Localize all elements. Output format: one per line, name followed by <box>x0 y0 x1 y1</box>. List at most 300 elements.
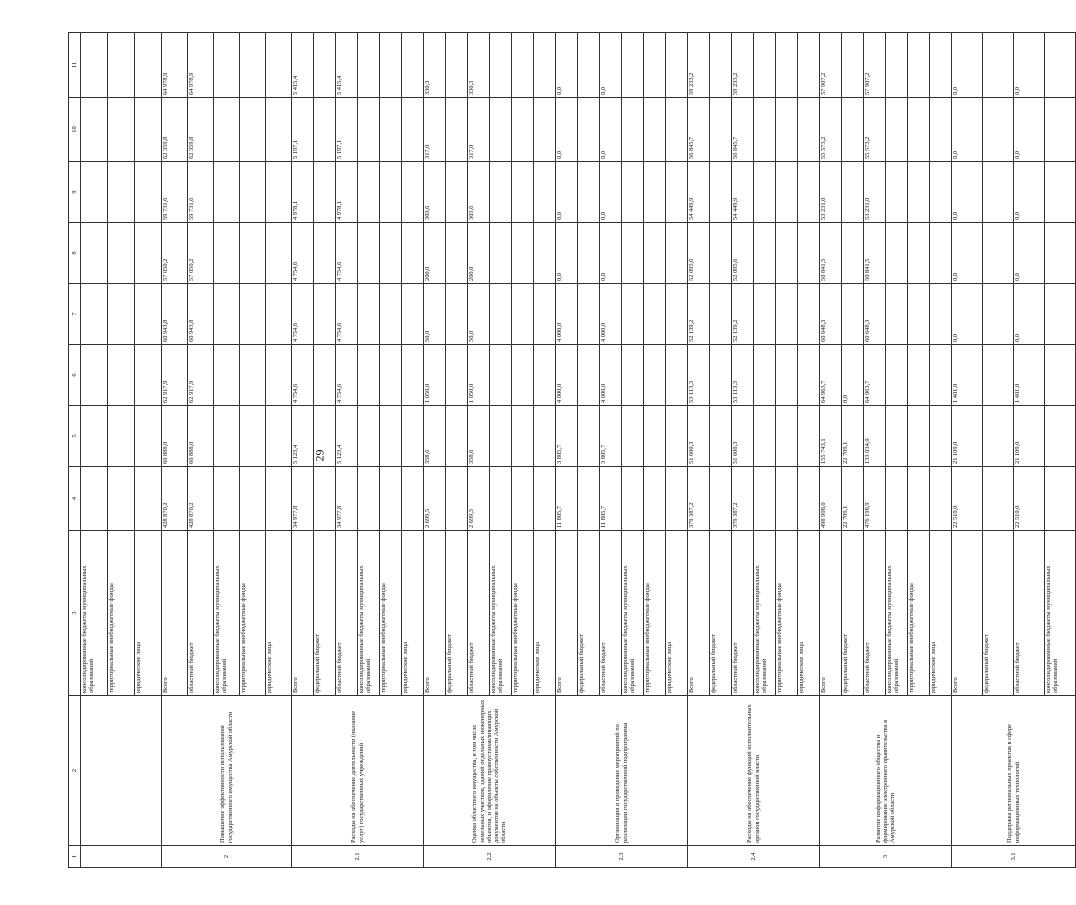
value-cell <box>710 33 732 98</box>
value-cell: 59 731,6 <box>188 162 214 223</box>
col-header: 1 <box>69 846 81 868</box>
value-cell <box>240 406 266 467</box>
rotated-table-stage <box>68 33 1060 868</box>
value-cell <box>490 162 512 223</box>
value-cell: 4 754,6 <box>292 223 314 284</box>
value-cell <box>240 345 266 406</box>
value-cell: 0,0 <box>952 162 983 223</box>
value-cell: 52 095,6 <box>732 223 754 284</box>
value-cell <box>908 467 930 531</box>
value-cell <box>908 223 930 284</box>
value-cell <box>798 345 820 406</box>
funding-source: консолидированные бюджеты муниципальных образований <box>358 531 380 696</box>
table-row <box>820 33 842 868</box>
table-row <box>424 33 446 868</box>
value-cell: 0,0 <box>952 98 983 162</box>
value-cell <box>886 406 908 467</box>
value-cell: 11 805,7 <box>600 467 622 531</box>
value-cell <box>710 345 732 406</box>
value-cell <box>908 406 930 467</box>
value-cell: 4 000,0 <box>600 284 622 345</box>
value-cell <box>380 98 402 162</box>
funding-source: Всего <box>162 531 188 696</box>
funding-source: консолидированные бюджеты муниципальных образований <box>886 531 908 696</box>
value-cell <box>358 467 380 531</box>
value-cell <box>666 223 688 284</box>
value-cell <box>358 33 380 98</box>
item-number: 2 <box>162 846 292 868</box>
table-row <box>292 33 314 868</box>
value-cell <box>266 162 292 223</box>
value-cell: 53 231,0 <box>820 162 842 223</box>
funding-source: Всего <box>820 531 842 696</box>
funding-source: территориальные внебюджетные фонды <box>108 531 135 696</box>
value-cell <box>108 223 135 284</box>
value-cell <box>266 345 292 406</box>
value-cell <box>666 33 688 98</box>
value-cell <box>776 467 798 531</box>
value-cell <box>314 98 336 162</box>
value-cell <box>842 98 864 162</box>
value-cell: 57 907,2 <box>820 33 842 98</box>
value-cell <box>314 406 336 467</box>
value-cell <box>380 223 402 284</box>
value-cell <box>446 162 468 223</box>
value-cell: 0,0 <box>1014 284 1045 345</box>
funding-source: федеральный бюджет <box>578 531 600 696</box>
col-header: 10 <box>69 98 81 162</box>
funding-source: консолидированные бюджеты муниципальных образований <box>1045 531 1076 696</box>
value-cell <box>798 33 820 98</box>
value-cell <box>710 467 732 531</box>
value-cell <box>214 406 240 467</box>
item-name: Повышение эффективности использования государственного имущества Амурской области <box>162 696 292 846</box>
value-cell <box>666 162 688 223</box>
value-cell <box>402 223 424 284</box>
value-cell <box>314 162 336 223</box>
value-cell: 60 648,3 <box>864 284 886 345</box>
value-cell <box>578 162 600 223</box>
funding-source: юридические лица <box>930 531 952 696</box>
value-cell <box>402 467 424 531</box>
value-cell: 0,0 <box>556 162 578 223</box>
value-cell <box>798 223 820 284</box>
value-cell <box>886 345 908 406</box>
value-cell <box>214 284 240 345</box>
value-cell: 56 845,7 <box>732 98 754 162</box>
value-cell: 62 917,9 <box>188 345 214 406</box>
value-cell: 3 805,7 <box>556 406 578 467</box>
value-cell: 1 050,0 <box>468 345 490 406</box>
value-cell <box>798 467 820 531</box>
value-cell: 53 231,0 <box>864 162 886 223</box>
value-cell <box>754 467 776 531</box>
value-cell: 4 000,0 <box>600 345 622 406</box>
value-cell <box>358 345 380 406</box>
value-cell <box>314 467 336 531</box>
value-cell: 5 197,1 <box>292 98 314 162</box>
value-cell <box>798 162 820 223</box>
value-cell: 5 197,1 <box>336 98 358 162</box>
value-cell <box>358 162 380 223</box>
value-cell <box>512 284 534 345</box>
value-cell <box>534 284 556 345</box>
value-cell <box>402 33 424 98</box>
value-cell <box>666 345 688 406</box>
value-cell: 0,0 <box>600 98 622 162</box>
funding-source: консолидированные бюджеты муниципальных образований <box>754 531 776 696</box>
value-cell <box>930 345 952 406</box>
value-cell <box>214 162 240 223</box>
value-cell: 4 754,6 <box>292 345 314 406</box>
value-cell <box>314 223 336 284</box>
value-cell: 379 387,2 <box>732 467 754 531</box>
funding-source: консолидированные бюджеты муниципальных образований <box>81 531 108 696</box>
value-cell: 1 401,0 <box>952 345 983 406</box>
value-cell <box>266 406 292 467</box>
value-cell <box>240 162 266 223</box>
value-cell <box>534 223 556 284</box>
value-cell <box>358 223 380 284</box>
value-cell: 4 754,6 <box>336 223 358 284</box>
funding-source: Всего <box>556 531 578 696</box>
value-cell: 1 050,0 <box>424 345 446 406</box>
value-cell <box>135 162 162 223</box>
item-name: Оценка областного имущества, в том числе земельных участков, зданий отдельных инженерных объектов, и оформление правоустанавливающих документов на объекты собственности Амурской области <box>424 696 556 846</box>
value-cell <box>710 98 732 162</box>
value-cell <box>842 162 864 223</box>
value-cell: 64 963,7 <box>820 345 842 406</box>
value-cell <box>446 33 468 98</box>
value-cell <box>214 33 240 98</box>
value-cell: 62 359,8 <box>162 98 188 162</box>
value-cell <box>135 467 162 531</box>
value-cell <box>266 98 292 162</box>
funding-source: областной бюджет <box>188 531 214 696</box>
value-cell <box>534 406 556 467</box>
value-cell <box>710 162 732 223</box>
value-cell <box>108 406 135 467</box>
funding-source: территориальные внебюджетные фонды <box>644 531 666 696</box>
table-row <box>162 33 188 868</box>
value-cell: 60 888,0 <box>188 406 214 467</box>
value-cell: 379 387,2 <box>688 467 710 531</box>
item-number: 2.2 <box>424 846 556 868</box>
value-cell <box>622 223 644 284</box>
value-cell <box>314 284 336 345</box>
value-cell <box>908 345 930 406</box>
value-cell <box>886 223 908 284</box>
value-cell: 59 233,2 <box>688 33 710 98</box>
value-cell <box>886 467 908 531</box>
value-cell <box>776 284 798 345</box>
value-cell <box>358 284 380 345</box>
col-header: 11 <box>69 33 81 98</box>
value-cell <box>644 406 666 467</box>
value-cell: 60 888,0 <box>162 406 188 467</box>
value-cell <box>930 406 952 467</box>
item-name <box>81 696 162 846</box>
value-cell <box>314 33 336 98</box>
value-cell: 11 805,7 <box>556 467 578 531</box>
value-cell <box>81 98 108 162</box>
header-row <box>69 33 81 868</box>
value-cell <box>930 223 952 284</box>
value-cell <box>930 33 952 98</box>
value-cell <box>578 33 600 98</box>
value-cell <box>108 33 135 98</box>
budget-table <box>68 32 1076 868</box>
value-cell: 60 943,8 <box>188 284 214 345</box>
value-cell: 64 978,9 <box>188 33 214 98</box>
value-cell <box>908 162 930 223</box>
value-cell: 1 401,0 <box>1014 345 1045 406</box>
funding-source: федеральный бюджет <box>983 531 1014 696</box>
value-cell <box>135 223 162 284</box>
value-cell <box>490 467 512 531</box>
value-cell: 4 754,6 <box>336 284 358 345</box>
value-cell: 155 743,1 <box>820 406 842 467</box>
funding-source: областной бюджет <box>864 531 886 696</box>
funding-source: областной бюджет <box>1014 531 1045 696</box>
value-cell <box>81 33 108 98</box>
value-cell <box>81 406 108 467</box>
value-cell <box>512 223 534 284</box>
value-cell <box>1045 284 1076 345</box>
value-cell <box>1045 223 1076 284</box>
value-cell: 200,0 <box>424 223 446 284</box>
value-cell <box>512 162 534 223</box>
item-number: 3 <box>820 846 952 868</box>
value-cell <box>81 284 108 345</box>
value-cell <box>930 467 952 531</box>
funding-source: областной бюджет <box>336 531 358 696</box>
value-cell <box>776 98 798 162</box>
value-cell <box>358 98 380 162</box>
value-cell: 22 510,0 <box>1014 467 1045 531</box>
funding-source: областной бюджет <box>600 531 622 696</box>
value-cell <box>135 345 162 406</box>
value-cell: 5 415,4 <box>336 33 358 98</box>
value-cell: 55 573,2 <box>864 98 886 162</box>
value-cell <box>622 284 644 345</box>
value-cell <box>490 406 512 467</box>
value-cell: 62 917,9 <box>162 345 188 406</box>
value-cell <box>240 98 266 162</box>
value-cell: 50 841,5 <box>864 223 886 284</box>
value-cell: 52 139,2 <box>688 284 710 345</box>
value-cell <box>240 223 266 284</box>
value-cell <box>446 345 468 406</box>
value-cell <box>644 345 666 406</box>
value-cell: 21 109,0 <box>952 406 983 467</box>
value-cell <box>842 284 864 345</box>
value-cell <box>754 98 776 162</box>
value-cell: 317,0 <box>424 98 446 162</box>
item-number: 2.1 <box>292 846 424 868</box>
value-cell <box>1045 467 1076 531</box>
value-cell: 0,0 <box>952 284 983 345</box>
value-cell <box>446 223 468 284</box>
value-cell <box>135 284 162 345</box>
value-cell <box>1045 33 1076 98</box>
value-cell <box>930 98 952 162</box>
value-cell <box>776 406 798 467</box>
value-cell: 22 510,0 <box>952 467 983 531</box>
value-cell <box>446 98 468 162</box>
funding-source: областной бюджет <box>468 531 490 696</box>
funding-source: консолидированные бюджеты муниципальных образований <box>490 531 512 696</box>
funding-source: Всего <box>688 531 710 696</box>
value-cell <box>214 223 240 284</box>
value-cell: 4 978,1 <box>336 162 358 223</box>
value-cell: 51 600,3 <box>688 406 710 467</box>
value-cell: 498 908,0 <box>820 467 842 531</box>
funding-source: консолидированные бюджеты муниципальных образований <box>214 531 240 696</box>
value-cell <box>710 406 732 467</box>
value-cell <box>908 284 930 345</box>
item-number <box>81 846 162 868</box>
value-cell <box>380 345 402 406</box>
col-header: 6 <box>69 345 81 406</box>
funding-source: федеральный бюджет <box>314 531 336 696</box>
value-cell: 4 000,0 <box>556 345 578 406</box>
value-cell: 34 977,8 <box>336 467 358 531</box>
value-cell <box>534 162 556 223</box>
table-row <box>556 33 578 868</box>
value-cell <box>983 223 1014 284</box>
value-cell <box>380 33 402 98</box>
value-cell <box>578 284 600 345</box>
value-cell <box>266 284 292 345</box>
value-cell <box>402 345 424 406</box>
value-cell <box>776 162 798 223</box>
value-cell <box>266 223 292 284</box>
value-cell <box>446 467 468 531</box>
value-cell <box>622 162 644 223</box>
col-header: 2 <box>69 696 81 846</box>
value-cell: 303,6 <box>468 162 490 223</box>
value-cell <box>798 406 820 467</box>
value-cell <box>754 223 776 284</box>
value-cell <box>886 98 908 162</box>
value-cell <box>983 467 1014 531</box>
value-cell: 0,0 <box>1014 98 1045 162</box>
value-cell: 330,3 <box>468 33 490 98</box>
value-cell <box>108 162 135 223</box>
funding-source: юридические лица <box>534 531 556 696</box>
value-cell <box>266 33 292 98</box>
value-cell: 4 978,1 <box>292 162 314 223</box>
value-cell <box>644 467 666 531</box>
value-cell <box>81 345 108 406</box>
value-cell: 57 050,2 <box>188 223 214 284</box>
funding-source: территориальные внебюджетные фонды <box>776 531 798 696</box>
value-cell <box>754 406 776 467</box>
funding-source: консолидированные бюджеты муниципальных образований <box>622 531 644 696</box>
value-cell <box>446 406 468 467</box>
value-cell: 59 731,6 <box>162 162 188 223</box>
value-cell <box>534 467 556 531</box>
value-cell <box>534 33 556 98</box>
value-cell <box>710 223 732 284</box>
value-cell: 55 573,2 <box>820 98 842 162</box>
value-cell <box>135 98 162 162</box>
funding-source: юридические лица <box>798 531 820 696</box>
value-cell: 53 113,3 <box>688 345 710 406</box>
value-cell <box>983 406 1014 467</box>
value-cell <box>446 284 468 345</box>
value-cell: 2 699,5 <box>424 467 446 531</box>
value-cell <box>108 467 135 531</box>
value-cell: 0,0 <box>1014 162 1045 223</box>
value-cell <box>983 33 1014 98</box>
value-cell <box>622 33 644 98</box>
value-cell <box>402 162 424 223</box>
value-cell <box>754 33 776 98</box>
value-cell <box>512 467 534 531</box>
value-cell: 21 109,0 <box>1014 406 1045 467</box>
item-number: 2.4 <box>688 846 820 868</box>
table-row <box>688 33 710 868</box>
value-cell: 133 034,0 <box>864 406 886 467</box>
value-cell <box>644 33 666 98</box>
value-cell <box>666 406 688 467</box>
value-cell: 60 943,8 <box>162 284 188 345</box>
value-cell: 428 870,2 <box>188 467 214 531</box>
value-cell <box>240 33 266 98</box>
value-cell <box>776 345 798 406</box>
value-cell: 22 709,1 <box>842 467 864 531</box>
value-cell <box>81 223 108 284</box>
table-row <box>81 33 108 868</box>
value-cell <box>214 345 240 406</box>
table-body <box>81 33 1076 868</box>
col-header: 4 <box>69 467 81 531</box>
value-cell <box>108 98 135 162</box>
value-cell <box>776 33 798 98</box>
item-name: Развитие информационного общества и формирование электронного правительства в Амурской области <box>820 696 952 846</box>
value-cell <box>108 284 135 345</box>
value-cell <box>578 98 600 162</box>
value-cell: 60 648,3 <box>820 284 842 345</box>
funding-source: территориальные внебюджетные фонды <box>512 531 534 696</box>
value-cell: 0,0 <box>556 98 578 162</box>
value-cell: 0,0 <box>842 345 864 406</box>
item-number: 2.3 <box>556 846 688 868</box>
value-cell: 4 000,0 <box>556 284 578 345</box>
value-cell <box>622 406 644 467</box>
value-cell: 358,6 <box>424 406 446 467</box>
value-cell: 64 978,9 <box>162 33 188 98</box>
value-cell <box>644 162 666 223</box>
value-cell <box>402 98 424 162</box>
value-cell <box>490 33 512 98</box>
value-cell <box>578 223 600 284</box>
funding-source: Всего <box>292 531 314 696</box>
value-cell <box>240 467 266 531</box>
value-cell: 5 123,4 <box>292 406 314 467</box>
value-cell <box>666 98 688 162</box>
value-cell <box>930 284 952 345</box>
value-cell <box>1045 345 1076 406</box>
value-cell: 34 977,8 <box>292 467 314 531</box>
value-cell <box>1045 162 1076 223</box>
value-cell: 4 754,6 <box>292 284 314 345</box>
value-cell: 22 709,1 <box>842 406 864 467</box>
value-cell <box>798 284 820 345</box>
value-cell: 59 233,2 <box>732 33 754 98</box>
